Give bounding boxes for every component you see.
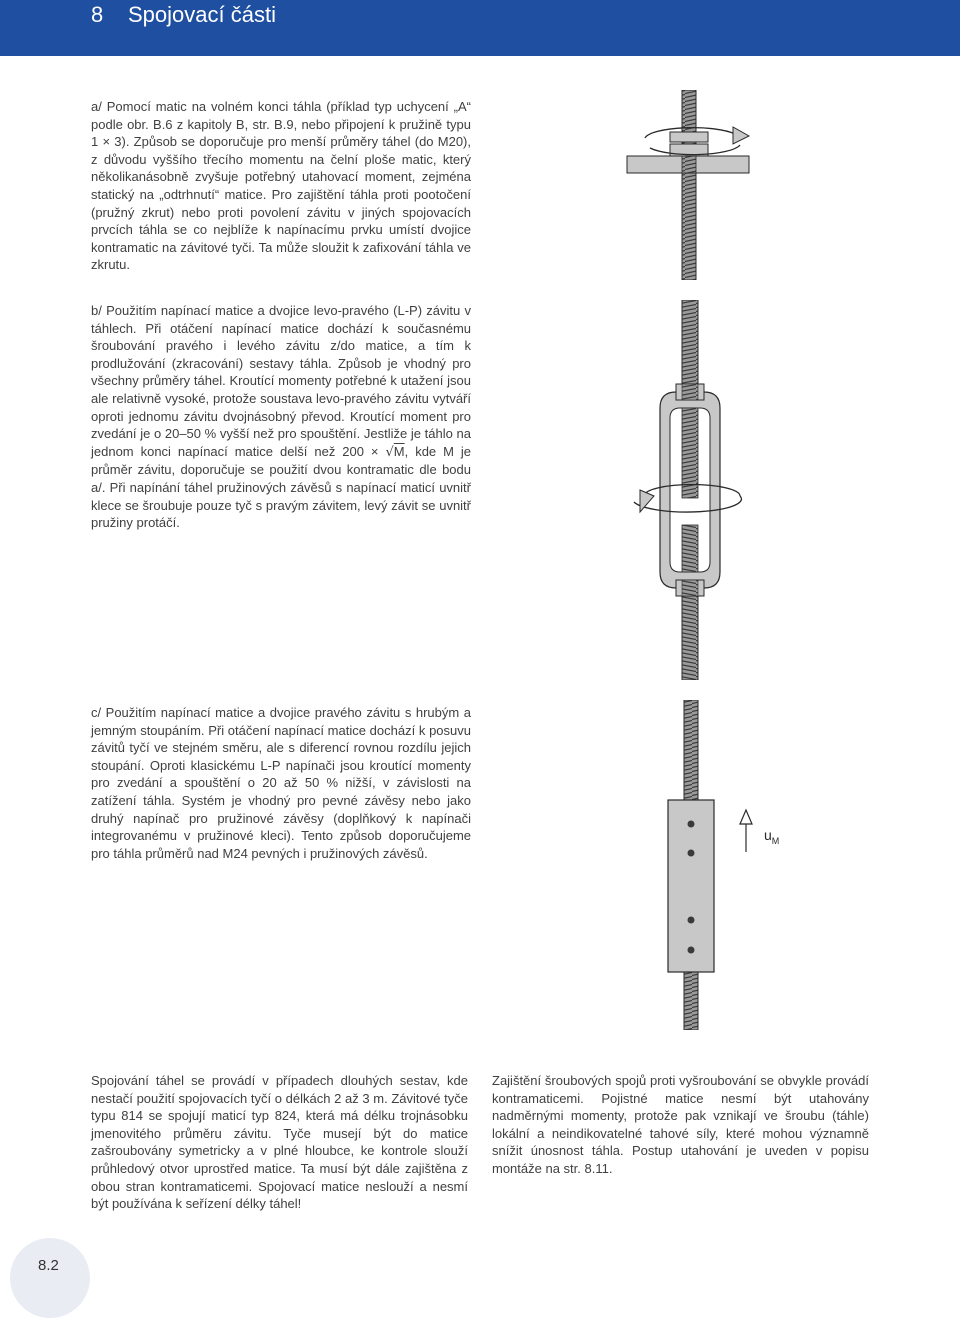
figure-c-label-main: u bbox=[764, 827, 772, 843]
section-b-text bbox=[91, 302, 471, 532]
page-number-circle bbox=[10, 1238, 90, 1318]
chapter-number: 8 bbox=[91, 2, 104, 27]
figure-c-label bbox=[764, 827, 779, 846]
figure-c-label-sub: M bbox=[771, 836, 780, 846]
figure-b-turnbuckle bbox=[600, 300, 780, 680]
figure-a-locknuts bbox=[615, 90, 775, 280]
section-b-text-before: b/ Použitím napínací matice a dvojice levo-pravého (L-P) závitu v táhlech. Při otáčení napínací matice dochází k současnému šroubování pravého i levého závitu z/do matice, a tím k prodlužování (zkracování) sestavy táhla. Způsob je vhodný pro všechny průměry táhel. Kroutící momenty potřebné k utažení jsou ale relativně vysoké, protože soustava levo-pravého závitu vytváří oproti jednomu závitu dvojnásobný převod. Kroutící moment pro zvedání je o 20–50 % vyšší než pro spouštění. Jestliže je táhlo na jednom konci napínací matice delší než 200 × bbox=[91, 303, 471, 459]
figure-c-differential-tensioner bbox=[650, 700, 800, 1030]
bottom-left-text: Spojování táhel se provádí v případech dlouhých sestav, kde nestačí použití spojovacích tyčí o délkách 2 až 3 m. Závitové tyče typu 814 se spojují maticí typ 824, která má délku trojnásobku jmenovitého průměru závitu. Tyče musejí být do matice zašroubovány symetricky a v plné hloubce, ke kontrole slouží průhledový otvor uprostřed matice. Ta musí být dále zajištěna z obou stran kontramaticemi. Spojovací matice neslouží a nesmí být používána k seřízení délky táhel! bbox=[91, 1073, 468, 1212]
section-c-text: c/ Použitím napínací matice a dvojice pravého závitu s hrubým a jemným stoupáním. Při otáčení napínací matice dochází k posuvu závitů tyčí ve stejném směru, ale s diferencí rovnou rozdílu jejich stoupání. Oproti klasickému L-P napínači jsou kroutící momenty pro zvedání a spouštění o 20 až 50 % nižší, v závislosti na zatížení táhla. Systém je vhodný pro pevné závěsy nebo jako druhý napínač pro pružinové závěsy (doplňkový k napínači integrovanému v pružinové kleci). Tento způsob doporučujeme pro táhla průměrů nad M24 pevných i pružinových závěsů. bbox=[91, 705, 471, 861]
section-b-text-after: , kde M je průměr závitu, doporučuje se použití dvou kontramatic dle bodu a/. Při napínání táhel pružinových závěsů s napínací maticí uvnitř klece se šroubuje pouze tyč s pravým závitem, levý závit se uvnitř pružiny protáčí. bbox=[91, 443, 472, 531]
sqrt-icon: √ bbox=[385, 444, 394, 460]
page-number: 8.2 bbox=[38, 1257, 59, 1274]
chapter-title: Spojovací části bbox=[128, 2, 276, 27]
bottom-right-text: Zajištění šroubových spojů proti vyšroubování se obvykle provádí kontramaticemi. Pojistné matice nesmí být utahovány nadměrnými momenty, protože pak vznikají ve šroubu (táhle) lokální a neindikovatelné tahové síly, které mohou významně snížit únosnost táhla. Postup utahování je uveden v popisu montáže na str. 8.11. bbox=[492, 1073, 869, 1176]
sqrt-argument: M bbox=[393, 443, 405, 459]
chapter-header bbox=[0, 0, 960, 56]
section-a-text: a/ Pomocí matic na volném konci táhla (příklad typ uchycení „A“ podle obr. B.6 z kapitoly B, str. B.9, nebo připojení k pružině typu 1 × 3). Způsob se doporučuje pro menší průměry táhel (do M20), z důvodu vyššího třecího momentu na čelní ploše matic, který několikanásobně zvyšuje potřebný utahovací moment, zejména statický na „odtrhnutí“ matice. Pro zajištění táhla proti pootočení (pružný zkrut) nebo proti povolení závitu v jiných spojovacích prvcích táhla se co nejblíže k napínacímu prvku umístí dvojice kontramatic na závitové tyči. Ta může sloužit k zafixování táhla ve zkrutu. bbox=[91, 99, 471, 273]
